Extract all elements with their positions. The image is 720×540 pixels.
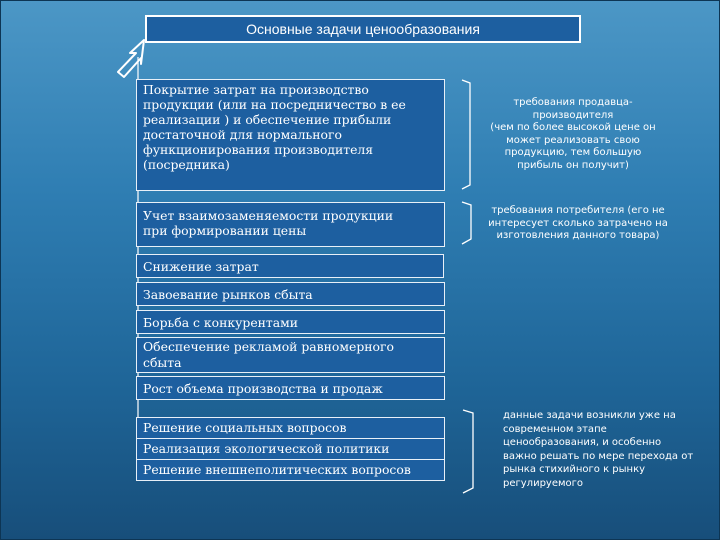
- note-line: продукцию, тем большую: [504, 147, 642, 158]
- note-line: требования потребителя (его не: [491, 205, 665, 216]
- task-line-foreign-policy: Решение внешнеполитических вопросов: [137, 459, 444, 480]
- note-line: современном этапе: [503, 423, 607, 435]
- note-line: требования продавца-: [513, 97, 633, 108]
- note-line: ценообразования, и особенно: [503, 437, 662, 448]
- note-consumer-requirements: [482, 205, 674, 243]
- task-box-cost-reduction: [136, 254, 444, 278]
- note-line: важно решать по мере перехода от: [503, 450, 694, 462]
- note-line: может реализовать свою: [506, 134, 640, 146]
- note-line: интересует сколько затрачено на: [488, 217, 668, 229]
- note-modern-stage: [503, 409, 703, 490]
- task-line: Борьба с конкурентами: [143, 315, 299, 330]
- task-line: Учет взаимозаменяемости продукции: [143, 208, 394, 223]
- arrow-icon: [118, 40, 144, 77]
- task-line: функционирования производителя: [143, 142, 374, 157]
- task-line: (посредника): [143, 157, 230, 172]
- task-box-growth: [136, 376, 445, 400]
- task-line-ecology: Реализация экологической политики: [137, 438, 444, 459]
- task-box-advertising: [136, 337, 445, 373]
- note-line: прибыль он получит): [517, 159, 629, 171]
- task-box-substitutability: [136, 202, 445, 247]
- page-title: Основные задачи ценообразования: [145, 15, 581, 43]
- note-line: производителя: [532, 109, 614, 121]
- note-seller-requirements: [487, 97, 659, 172]
- task-box-competition: [136, 310, 445, 334]
- task-line: реализации ) и обеспечение прибыли: [143, 112, 392, 127]
- task-line: при формировании цены: [143, 223, 307, 238]
- task-line: Завоевание рынков сбыта: [143, 287, 313, 302]
- task-line-social: Решение социальных вопросов: [143, 420, 347, 435]
- brace-1: [462, 80, 470, 189]
- task-line: Рост объема производства и продаж: [143, 381, 383, 396]
- task-line: Покрытие затрат на производство: [143, 82, 369, 97]
- task-line: Обеспечение рекламой равномерного: [143, 339, 394, 354]
- task-box-market-conquest: [136, 282, 445, 306]
- task-box-cost-coverage: [136, 79, 445, 191]
- brace-3: [463, 410, 473, 493]
- task-box-group-policy: [136, 417, 445, 481]
- task-line: продукции (или на посредничество в ее: [143, 97, 406, 112]
- note-line: регулируемого: [503, 477, 584, 489]
- brace-2: [462, 202, 471, 244]
- task-line: сбыта: [143, 355, 182, 370]
- note-line: рынка стихийного к рынку: [503, 464, 646, 475]
- note-line: изготовления данного товара): [496, 230, 660, 241]
- task-line: достаточной для нормального: [143, 127, 342, 142]
- task-line: Снижение затрат: [143, 259, 259, 274]
- note-line: данные задачи возникли уже на: [503, 410, 676, 421]
- note-line: (чем по более высокой цене он: [490, 122, 656, 133]
